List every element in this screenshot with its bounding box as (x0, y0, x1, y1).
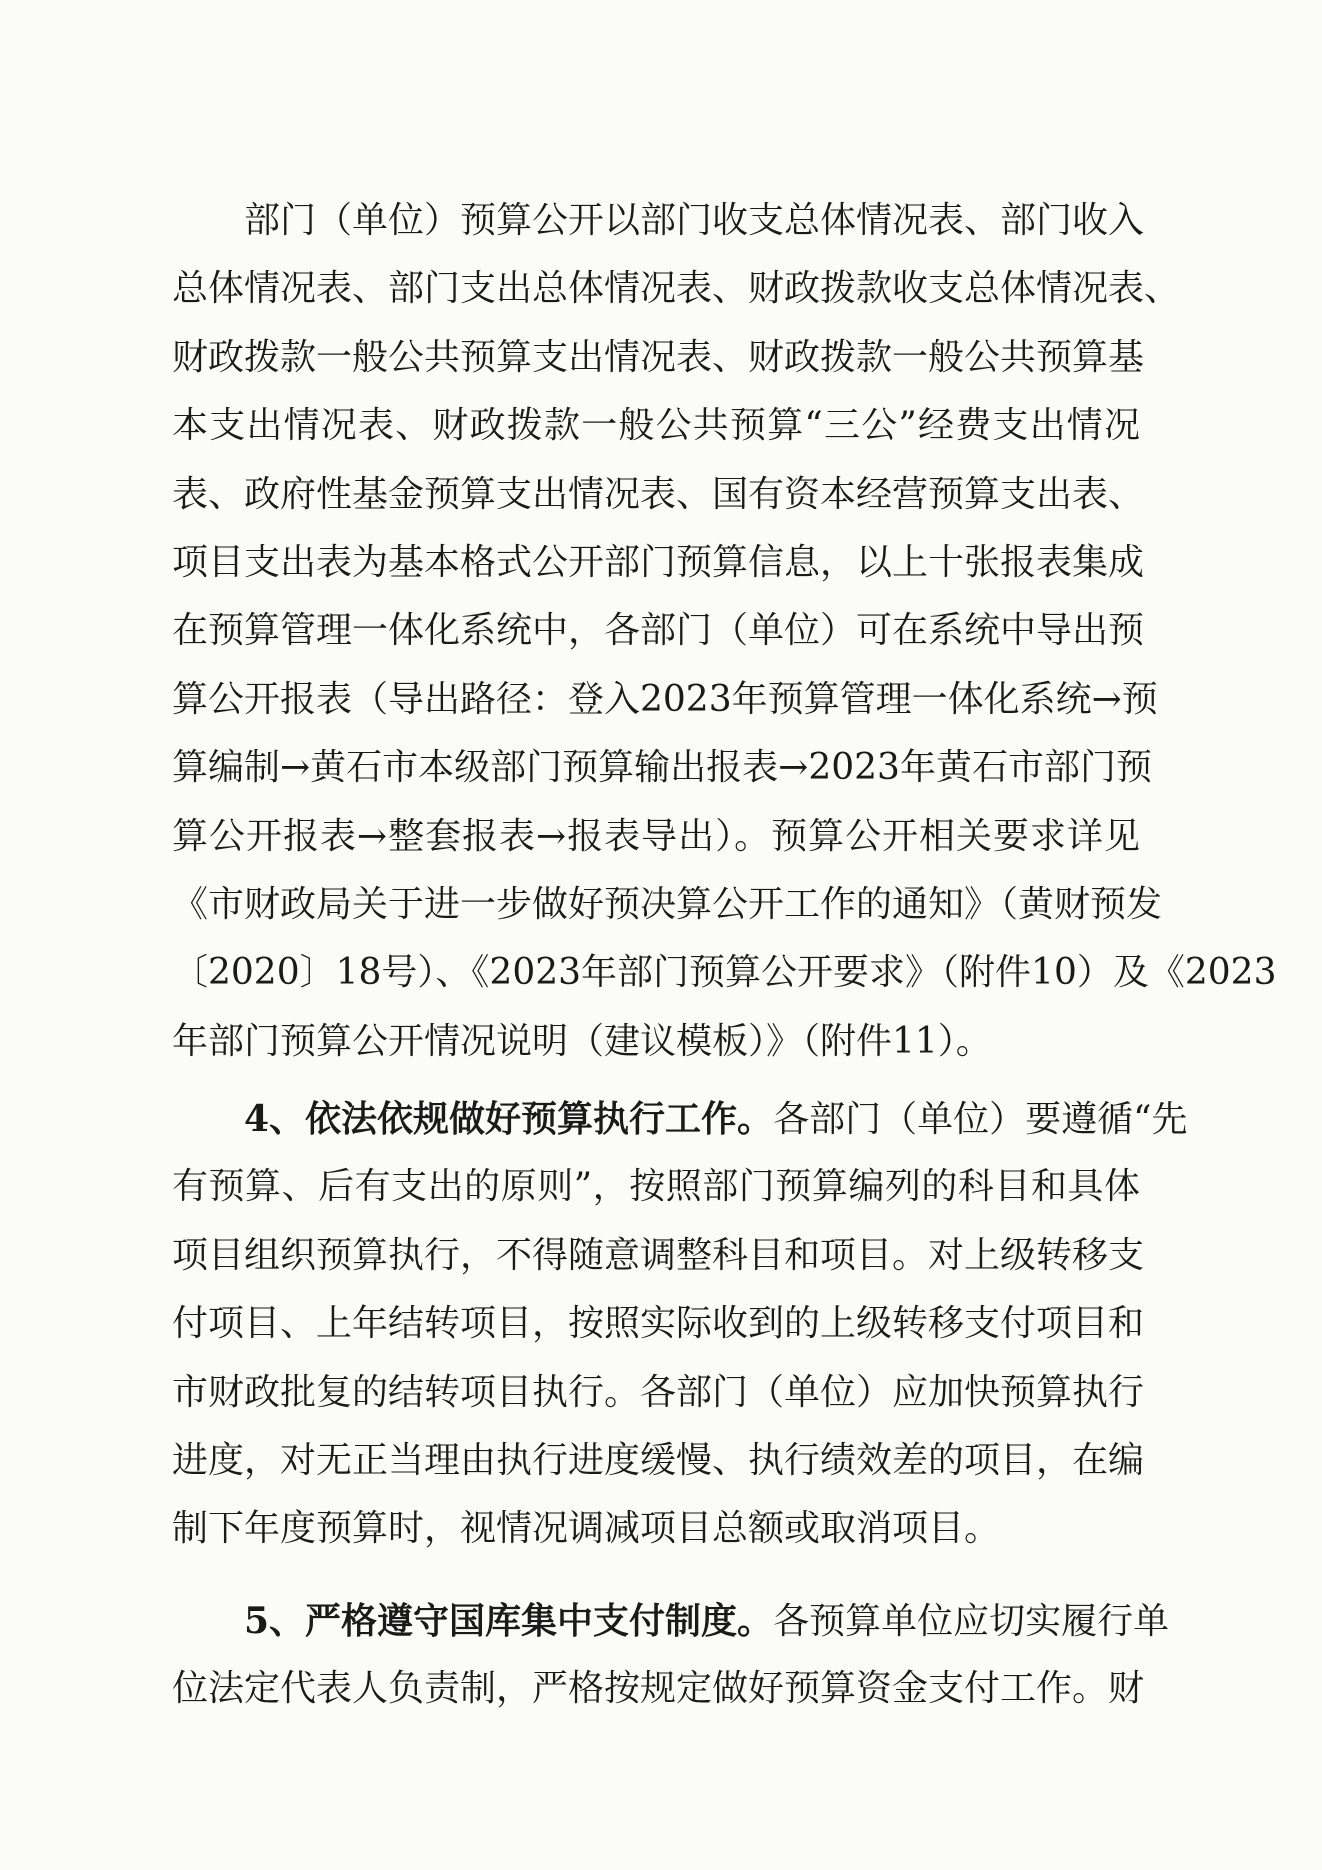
text-line: 制下年度预算时，视情况调减项目总额或取消项目。 (172, 1508, 1001, 1550)
text-line (172, 1587, 1170, 1655)
text-line: 部门（单位）预算公开以部门收支总体情况表、部门收入 (172, 200, 1145, 241)
paragraph-budget-disclosure (172, 187, 1277, 1076)
text-line: 项目组织预算执行，不得随意调整科目和项目。对上级转移支 (172, 1234, 1145, 1276)
text-fragment: 各部门（单位）要遵循“先 (773, 1099, 1188, 1140)
section-heading: 4、依法依规做好预算执行工作。 (172, 1098, 774, 1140)
text-line: 本支出情况表、财政拨款一般公共预算“三公”经费支出情况 (172, 405, 1140, 447)
text-line: 《市财政局关于进一步做好预决算公开工作的通知》（黄财预发 (172, 883, 1163, 925)
paragraph-treasury-payment (172, 1587, 1170, 1724)
text-line: 总体情况表、部门支出总体情况表、财政拨款收支总体情况表、 (172, 268, 1181, 310)
text-line: 表、政府性基金预算支出情况表、国有资本经营预算支出表、 (172, 473, 1145, 515)
text-line: 算公开报表（导出路径：登入2023年预算管理一体化系统→预 (172, 678, 1158, 720)
section-heading: 5、严格遵守国库集中支付制度。 (172, 1600, 774, 1642)
text-line: 〔2020〕18号）、《2023年部门预算公开要求》（附件10）及《2023 (172, 952, 1277, 994)
text-fragment: 各预算单位应切实履行单 (773, 1601, 1170, 1642)
text-line: 位法定代表人负责制，严格按规定做好预算资金支付工作。财 (172, 1668, 1145, 1710)
text-line: 年部门预算公开情况说明（建议模板）》（附件11）。 (172, 1020, 992, 1062)
text-line: 有预算、后有支出的原则”，按照部门预算编列的科目和具体 (172, 1166, 1140, 1208)
text-line: 算编制→黄石市本级部门预算输出报表→2023年黄石市部门预 (172, 747, 1152, 789)
text-line: 财政拨款一般公共预算支出情况表、财政拨款一般公共预算基 (172, 336, 1145, 378)
text-line: 在预算管理一体化系统中，各部门（单位）可在系统中导出预 (172, 610, 1145, 652)
text-line: 市财政批复的结转项目执行。各部门（单位）应加快预算执行 (172, 1371, 1145, 1413)
text-line (172, 1085, 1188, 1153)
text-line: 项目支出表为基本格式公开部门预算信息，以上十张报表集成 (172, 541, 1145, 583)
text-line: 付项目、上年结转项目，按照实际收到的上级转移支付项目和 (172, 1303, 1145, 1345)
text-line: 算公开报表→整套报表→报表导出）。预算公开相关要求详见 (172, 815, 1140, 857)
text-line: 进度，对无正当理由执行进度缓慢、执行绩效差的项目，在编 (172, 1439, 1145, 1481)
paragraph-budget-execution (172, 1085, 1188, 1564)
